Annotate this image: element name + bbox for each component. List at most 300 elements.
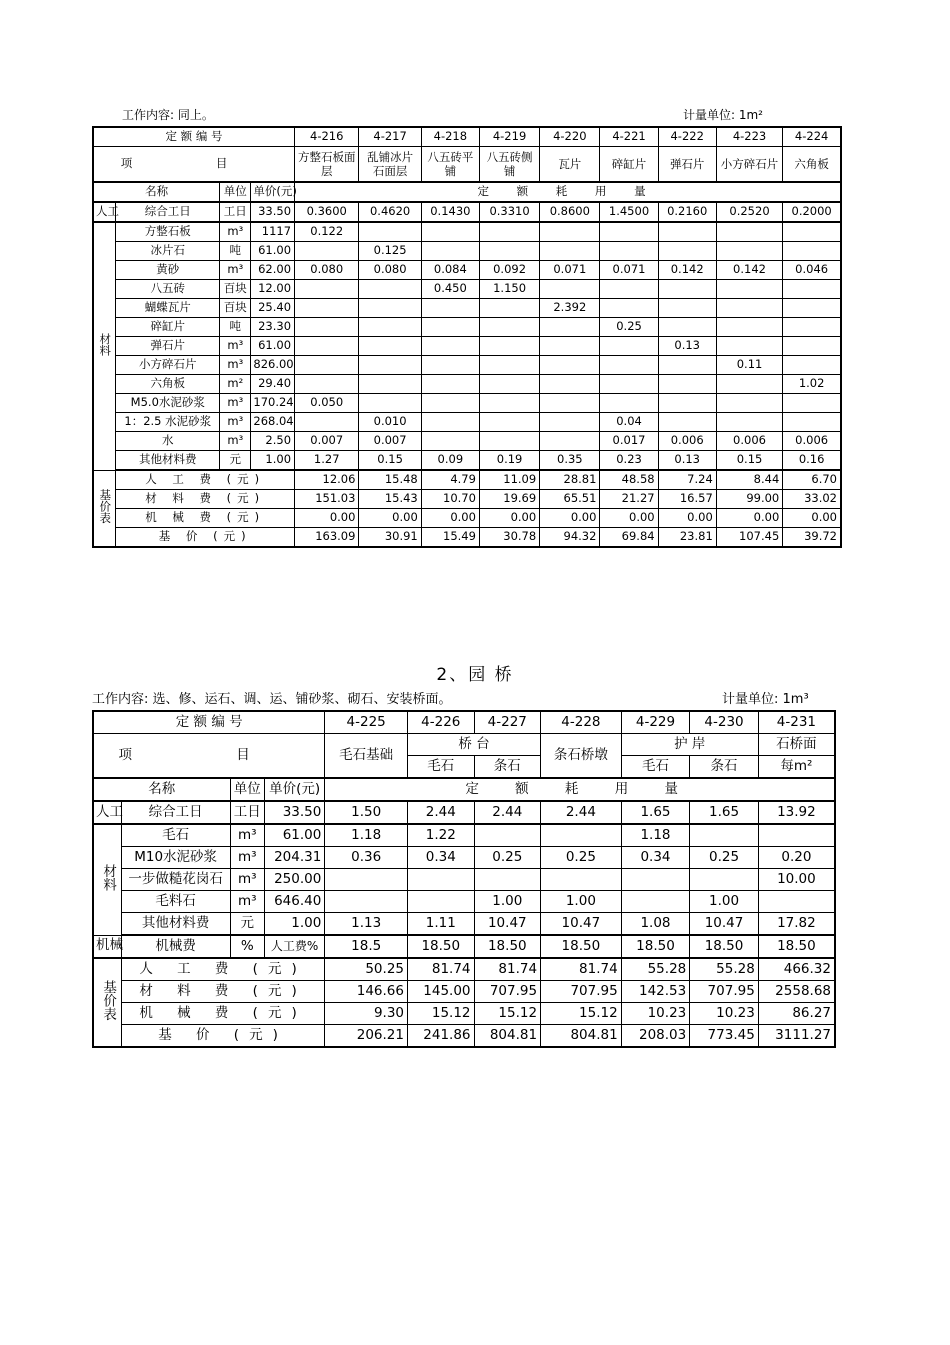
quota-code: 4-222 <box>658 127 716 147</box>
material-value <box>421 337 479 356</box>
material-value <box>295 299 359 318</box>
material-value <box>658 375 716 394</box>
material-value <box>359 280 421 299</box>
material-value: 1.00 <box>474 891 541 913</box>
material-unit: m³ <box>220 261 251 280</box>
material-name: 八五砖 <box>116 280 220 299</box>
group-labor: 人工 <box>93 801 121 824</box>
base-value: 10.70 <box>421 490 479 509</box>
consumption-label: 定 额 耗 用 量 <box>325 778 835 801</box>
machine-price: 人工费% <box>264 935 324 958</box>
material-unit: m³ <box>220 337 251 356</box>
base-value: 2558.68 <box>758 981 835 1003</box>
base-value: 9.30 <box>325 1003 408 1025</box>
labor-name: 综合工日 <box>116 202 220 222</box>
material-value <box>421 242 479 261</box>
col-name: 名称 <box>93 182 220 202</box>
base-value: 11.09 <box>479 470 539 490</box>
material-value: 0.071 <box>540 261 600 280</box>
material-price: 25.40 <box>251 299 295 318</box>
material-price: 61.00 <box>251 242 295 261</box>
material-value: 1.22 <box>408 824 475 847</box>
material-price: 1117 <box>251 222 295 242</box>
material-name: 水 <box>116 432 220 451</box>
material-value: 1.00 <box>690 891 759 913</box>
table-row <box>93 202 841 222</box>
material-name: 小方碎石片 <box>116 356 220 375</box>
material-value <box>359 222 421 242</box>
group-materials <box>93 824 121 935</box>
material-price: 170.24 <box>251 394 295 413</box>
material-value: 0.006 <box>658 432 716 451</box>
item-name: 碎缸片 <box>600 147 658 183</box>
material-value <box>540 242 600 261</box>
material-value <box>540 394 600 413</box>
base-value: 6.70 <box>783 470 841 490</box>
material-value: 0.23 <box>600 451 658 471</box>
group-base <box>93 958 121 1047</box>
table-row <box>93 127 841 147</box>
material-price: 61.00 <box>264 824 324 847</box>
material-value: 1.13 <box>325 913 408 936</box>
table-row <box>93 356 841 375</box>
base-value: 707.95 <box>541 981 622 1003</box>
material-name: 方整石板 <box>116 222 220 242</box>
material-name: M10水泥砂浆 <box>121 847 230 869</box>
material-price: 62.00 <box>251 261 295 280</box>
machine-value: 18.5 <box>325 935 408 958</box>
quota-code: 4-220 <box>540 127 600 147</box>
machine-value: 18.50 <box>474 935 541 958</box>
material-value <box>716 394 782 413</box>
base-value: 0.00 <box>540 509 600 528</box>
material-value <box>716 413 782 432</box>
item-name: 每m² <box>758 756 835 779</box>
quota-code: 4-230 <box>690 711 759 734</box>
table-row <box>93 981 835 1003</box>
material-value <box>621 891 690 913</box>
col-price: 单价(元) <box>264 778 324 801</box>
material-value <box>295 318 359 337</box>
material-value <box>783 280 841 299</box>
base-value: 86.27 <box>758 1003 835 1025</box>
base-label: 材 料 费 (元) <box>121 981 325 1003</box>
quota-code: 4-231 <box>758 711 835 734</box>
material-value <box>479 356 539 375</box>
machine-value: 18.50 <box>758 935 835 958</box>
base-value: 50.25 <box>325 958 408 981</box>
material-value: 10.47 <box>474 913 541 936</box>
material-value: 0.25 <box>690 847 759 869</box>
quota-code: 4-218 <box>421 127 479 147</box>
material-value <box>540 222 600 242</box>
table-row <box>93 337 841 356</box>
group-base <box>93 470 116 547</box>
table-row <box>93 413 841 432</box>
material-value <box>421 222 479 242</box>
material-value: 1.18 <box>621 824 690 847</box>
quota-code: 4-229 <box>621 711 690 734</box>
table-row <box>93 222 841 242</box>
material-value <box>408 891 475 913</box>
item-group-abutment: 桥 台 <box>408 734 541 756</box>
item-name: 八五砖平铺 <box>421 147 479 183</box>
labor-value: 0.3600 <box>295 202 359 222</box>
material-unit: 吨 <box>220 318 251 337</box>
material-price: 29.40 <box>251 375 295 394</box>
material-value <box>600 242 658 261</box>
material-value <box>658 413 716 432</box>
material-value: 0.050 <box>295 394 359 413</box>
material-value <box>479 242 539 261</box>
material-value: 1.08 <box>621 913 690 936</box>
material-name: 其他材料费 <box>121 913 230 936</box>
material-unit: m³ <box>220 222 251 242</box>
material-value <box>325 869 408 891</box>
material-value <box>658 222 716 242</box>
quota-code: 4-219 <box>479 127 539 147</box>
item-name: 乱铺冰片石面层 <box>359 147 421 183</box>
material-name: 毛石 <box>121 824 230 847</box>
material-price: 268.04 <box>251 413 295 432</box>
group-materials-text: 材料 <box>98 333 113 357</box>
material-unit: 吨 <box>220 242 251 261</box>
table-row <box>93 528 841 548</box>
item-name: 弹石片 <box>658 147 716 183</box>
base-value: 81.74 <box>474 958 541 981</box>
base-value: 55.28 <box>690 958 759 981</box>
material-price: 23.30 <box>251 318 295 337</box>
base-value: 0.00 <box>783 509 841 528</box>
item-name: 八五砖侧铺 <box>479 147 539 183</box>
base-value: 15.12 <box>408 1003 475 1025</box>
base-value: 33.02 <box>783 490 841 509</box>
base-value: 107.45 <box>716 528 782 548</box>
code-label: 定 额 编 号 <box>93 711 325 734</box>
material-price: 12.00 <box>251 280 295 299</box>
table-row <box>93 958 835 981</box>
section-title-bridge: 2、园 桥 <box>436 665 514 685</box>
base-value: 30.91 <box>359 528 421 548</box>
base-value: 145.00 <box>408 981 475 1003</box>
table-row <box>93 299 841 318</box>
table-row <box>93 375 841 394</box>
material-name: 弹石片 <box>116 337 220 356</box>
material-name: 蝴蝶瓦片 <box>116 299 220 318</box>
base-value: 4.79 <box>421 470 479 490</box>
table-row <box>93 778 835 801</box>
material-value <box>540 280 600 299</box>
material-value <box>359 356 421 375</box>
material-value <box>600 356 658 375</box>
material-name: 一步做糙花岗石 <box>121 869 230 891</box>
material-value: 0.13 <box>658 337 716 356</box>
material-value: 0.13 <box>658 451 716 471</box>
material-value <box>716 299 782 318</box>
table-row <box>93 935 835 958</box>
material-value <box>716 375 782 394</box>
material-value <box>600 299 658 318</box>
table-row <box>93 182 841 202</box>
group-machine: 机械 <box>93 935 121 958</box>
material-value <box>600 222 658 242</box>
material-value <box>421 432 479 451</box>
base-value: 0.00 <box>716 509 782 528</box>
material-value: 1.150 <box>479 280 539 299</box>
material-value: 0.007 <box>295 432 359 451</box>
material-value <box>359 394 421 413</box>
base-value: 151.03 <box>295 490 359 509</box>
material-value <box>758 891 835 913</box>
base-value: 21.27 <box>600 490 658 509</box>
material-value <box>716 318 782 337</box>
quota-code: 4-216 <box>295 127 359 147</box>
table-row <box>93 801 835 824</box>
material-value <box>658 318 716 337</box>
material-value <box>541 869 622 891</box>
material-value <box>540 356 600 375</box>
group-materials <box>93 222 116 470</box>
base-value: 15.49 <box>421 528 479 548</box>
labor-unit: 工日 <box>220 202 251 222</box>
material-value: 0.36 <box>325 847 408 869</box>
material-value <box>421 299 479 318</box>
labor-price: 33.50 <box>251 202 295 222</box>
base-value: 23.81 <box>658 528 716 548</box>
machine-value: 18.50 <box>541 935 622 958</box>
base-value: 466.32 <box>758 958 835 981</box>
work-content-2: 工作内容: 选、修、运石、调、运、铺砂浆、砌石、安装桥面。 <box>92 692 452 707</box>
item-name: 毛石 <box>408 756 475 779</box>
material-value <box>783 242 841 261</box>
base-value: 0.00 <box>600 509 658 528</box>
material-value: 0.080 <box>295 261 359 280</box>
table-row <box>93 913 835 936</box>
material-value: 0.16 <box>783 451 841 471</box>
machine-name: 机械费 <box>121 935 230 958</box>
table-row <box>93 891 835 913</box>
base-label: 基 价 (元) <box>116 528 295 548</box>
material-value <box>295 375 359 394</box>
material-value: 1.00 <box>541 891 622 913</box>
material-price: 204.31 <box>264 847 324 869</box>
base-value: 28.81 <box>540 470 600 490</box>
table-row <box>93 824 835 847</box>
labor-value: 0.8600 <box>540 202 600 222</box>
material-value: 0.017 <box>600 432 658 451</box>
material-value: 0.142 <box>658 261 716 280</box>
group-base-text: 基价表 <box>98 489 113 524</box>
item-label: 项 目 <box>93 147 295 183</box>
material-value: 0.046 <box>783 261 841 280</box>
base-value: 30.78 <box>479 528 539 548</box>
material-unit: 元 <box>230 913 264 936</box>
material-value: 0.15 <box>359 451 421 471</box>
material-value <box>359 375 421 394</box>
material-value: 0.006 <box>716 432 782 451</box>
measure-unit-1: 计量单位: 1m² <box>683 108 763 122</box>
material-value <box>295 242 359 261</box>
item-name: 瓦片 <box>540 147 600 183</box>
material-value: 10.00 <box>758 869 835 891</box>
material-value: 0.071 <box>600 261 658 280</box>
material-value <box>295 280 359 299</box>
base-value: 69.84 <box>600 528 658 548</box>
base-value: 99.00 <box>716 490 782 509</box>
material-unit: m² <box>220 375 251 394</box>
material-price: 61.00 <box>251 337 295 356</box>
material-value <box>421 394 479 413</box>
consumption-label: 定 额 耗 用 量 <box>295 182 841 202</box>
material-value <box>600 375 658 394</box>
material-value <box>540 432 600 451</box>
base-value: 15.12 <box>541 1003 622 1025</box>
base-value: 81.74 <box>541 958 622 981</box>
labor-value: 0.2000 <box>783 202 841 222</box>
base-value: 0.00 <box>421 509 479 528</box>
item-label: 项 目 <box>93 734 325 779</box>
base-value: 48.58 <box>600 470 658 490</box>
material-value: 0.34 <box>621 847 690 869</box>
material-value <box>690 869 759 891</box>
item-name: 小方碎石片 <box>716 147 782 183</box>
material-value <box>479 394 539 413</box>
material-value: 1.11 <box>408 913 475 936</box>
material-value <box>421 375 479 394</box>
material-value: 0.15 <box>716 451 782 471</box>
material-value <box>325 891 408 913</box>
base-label: 人 工 费 (元) <box>116 470 295 490</box>
material-value <box>540 337 600 356</box>
material-unit: 百块 <box>220 299 251 318</box>
measure-unit-2: 计量单位: 1m³ <box>722 692 809 707</box>
table-row <box>93 847 835 869</box>
labor-value: 0.2160 <box>658 202 716 222</box>
material-value: 0.006 <box>783 432 841 451</box>
material-value: 0.04 <box>600 413 658 432</box>
item-group-revetment: 护 岸 <box>621 734 758 756</box>
material-value: 0.34 <box>408 847 475 869</box>
quota-code: 4-217 <box>359 127 421 147</box>
material-price: 1.00 <box>264 913 324 936</box>
labor-value: 0.4620 <box>359 202 421 222</box>
material-value <box>359 318 421 337</box>
labor-value: 0.1430 <box>421 202 479 222</box>
quota-code: 4-225 <box>325 711 408 734</box>
labor-name: 综合工日 <box>121 801 230 824</box>
quota-code: 4-221 <box>600 127 658 147</box>
material-value <box>783 222 841 242</box>
quota-table-1 <box>92 126 842 548</box>
material-value: 0.35 <box>540 451 600 471</box>
labor-price: 33.50 <box>264 801 324 824</box>
table-row <box>93 509 841 528</box>
material-value: 0.20 <box>758 847 835 869</box>
material-value <box>421 356 479 375</box>
labor-value: 0.2520 <box>716 202 782 222</box>
item-name: 条石 <box>474 756 541 779</box>
machine-value: 18.50 <box>621 935 690 958</box>
base-value: 8.44 <box>716 470 782 490</box>
base-value: 0.00 <box>658 509 716 528</box>
material-value <box>783 356 841 375</box>
material-value: 10.47 <box>690 913 759 936</box>
base-value: 241.86 <box>408 1025 475 1048</box>
material-value <box>783 394 841 413</box>
material-value: 0.007 <box>359 432 421 451</box>
base-value: 0.00 <box>359 509 421 528</box>
item-name: 方整石板面层 <box>295 147 359 183</box>
labor-value: 2.44 <box>474 801 541 824</box>
base-value: 804.81 <box>541 1025 622 1048</box>
col-price: 单价(元) <box>251 182 295 202</box>
base-value: 10.23 <box>621 1003 690 1025</box>
col-unit: 单位 <box>220 182 251 202</box>
quota-table-2 <box>92 710 836 1048</box>
col-unit: 单位 <box>230 778 264 801</box>
material-value <box>600 280 658 299</box>
base-value: 94.32 <box>540 528 600 548</box>
material-value <box>408 869 475 891</box>
material-value <box>295 337 359 356</box>
material-value <box>783 318 841 337</box>
base-value: 208.03 <box>621 1025 690 1048</box>
material-value <box>474 869 541 891</box>
labor-value: 1.65 <box>621 801 690 824</box>
table-row <box>93 1003 835 1025</box>
base-label: 材 料 费 (元) <box>116 490 295 509</box>
base-value: 0.00 <box>479 509 539 528</box>
material-value <box>658 299 716 318</box>
base-label: 机 械 费 (元) <box>121 1003 325 1025</box>
code-label: 定 额 编 号 <box>93 127 295 147</box>
material-value: 0.142 <box>716 261 782 280</box>
material-price: 250.00 <box>264 869 324 891</box>
table-row <box>93 261 841 280</box>
material-value <box>421 413 479 432</box>
quota-code: 4-224 <box>783 127 841 147</box>
material-unit: m³ <box>230 847 264 869</box>
item-name: 毛石 <box>621 756 690 779</box>
base-value: 65.51 <box>540 490 600 509</box>
material-name: M5.0水泥砂浆 <box>116 394 220 413</box>
table-row <box>93 869 835 891</box>
machine-value: 18.50 <box>408 935 475 958</box>
material-price: 2.50 <box>251 432 295 451</box>
material-value <box>600 394 658 413</box>
material-value <box>783 337 841 356</box>
material-value <box>621 869 690 891</box>
labor-value: 13.92 <box>758 801 835 824</box>
material-value: 0.25 <box>541 847 622 869</box>
labor-value: 1.4500 <box>600 202 658 222</box>
base-value: 15.48 <box>359 470 421 490</box>
table-row <box>93 490 841 509</box>
material-value <box>540 413 600 432</box>
table-row <box>93 318 841 337</box>
material-name: 其他材料费 <box>116 451 220 471</box>
material-value: 0.25 <box>474 847 541 869</box>
material-unit: m³ <box>230 869 264 891</box>
base-value: 19.69 <box>479 490 539 509</box>
material-value <box>658 242 716 261</box>
material-value <box>783 413 841 432</box>
table-row <box>93 280 841 299</box>
table-row <box>93 432 841 451</box>
group-base-text: 基价表 <box>100 979 117 1021</box>
labor-value: 2.44 <box>408 801 475 824</box>
base-value: 3111.27 <box>758 1025 835 1048</box>
